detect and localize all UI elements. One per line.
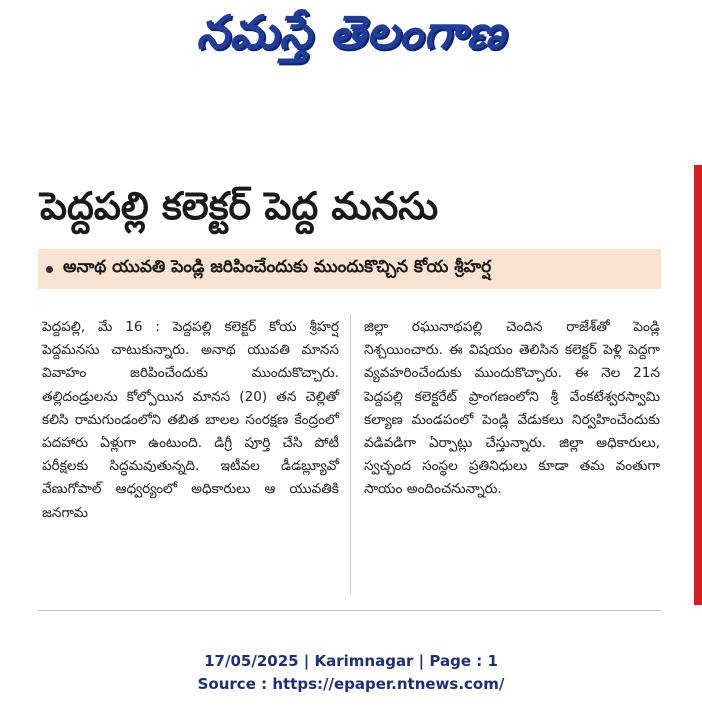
column-divider [350, 314, 351, 594]
footer [0, 650, 702, 696]
masthead [0, 6, 702, 70]
bottom-divider [38, 610, 661, 611]
footer-date-line: 17/05/2025 | Karimnagar | Page : 1 [204, 652, 498, 670]
newspaper-logo: నమస్తే తెలంగాణ [196, 5, 506, 59]
kicker-bar [38, 249, 661, 289]
kicker-text: అనాథ యువతి పెండ్లి జరిపించేందుకు ముందుకొచ్చిన కోయ శ్రీహర్ష [63, 257, 492, 277]
article-column-left [42, 316, 339, 525]
footer-source-line: Source : https://epaper.ntnews.com/ [197, 675, 505, 693]
bullet-icon [46, 266, 53, 273]
headline: పెద్దపల్లి కలెక్టర్ పెద్ద మనసు [40, 184, 439, 228]
accent-strip [694, 165, 702, 605]
article-text-right: జిల్లా రఘునాథపల్లి చెందిన రాజేశ్‌తో పెండ్లి నిశ్చయించారు. ఈ విషయం తెలిసిన కలెక్టర్ పెళ్లి పెద్దగా వ్యవహరించేందుకు ముందుకొచ్చారు. ఈ నెల 21న పెద్దపల్లి కలెక్టరేట్ ప్రాంగణంలోని శ్రీ వేంకటేశ్వరస్వామి కల్యాణ మండపంలో పెండ్లి వేడుకలు నిర్వహించేందుకు వడివడిగా ఏర్పాట్లు చేస్తున్నారు. జిల్లా అధికారులు, స్వచ్ఛంద సంస్థల ప్రతినిధులు కూడా తమ వంతుగా సాయం అందించనున్నారు. [364, 319, 660, 498]
article-text-left: పెద్దపల్లి, మే 16 : పెద్దపల్లి కలెక్టర్ కోయ శ్రీహర్ష పెద్దమనసు చాటుకున్నారు. అనాథ యువతి మానస వివాహం జరిపించేందుకు ముందుకొచ్చారు. తల్లిదండ్రులను కోల్పోయిన మానస (20) తన చెల్లితో కలిసి రామగుండంలోని తబిత బాలల సంరక్షణ కేంద్రంలో పదహారు ఏళ్లుగా ఉంటుంది. డిగ్రీ పూర్తి చేసి పోటీ పరీక్షలకు సిద్ధమవుతున్నది. ఇటీవల డీడబ్ల్యూవో వేణుగోపాల్ ఆధ్వర్యంలో అధికారులు ఆ యువతికి జనగామ [42, 319, 339, 521]
article-column-right [364, 316, 660, 502]
